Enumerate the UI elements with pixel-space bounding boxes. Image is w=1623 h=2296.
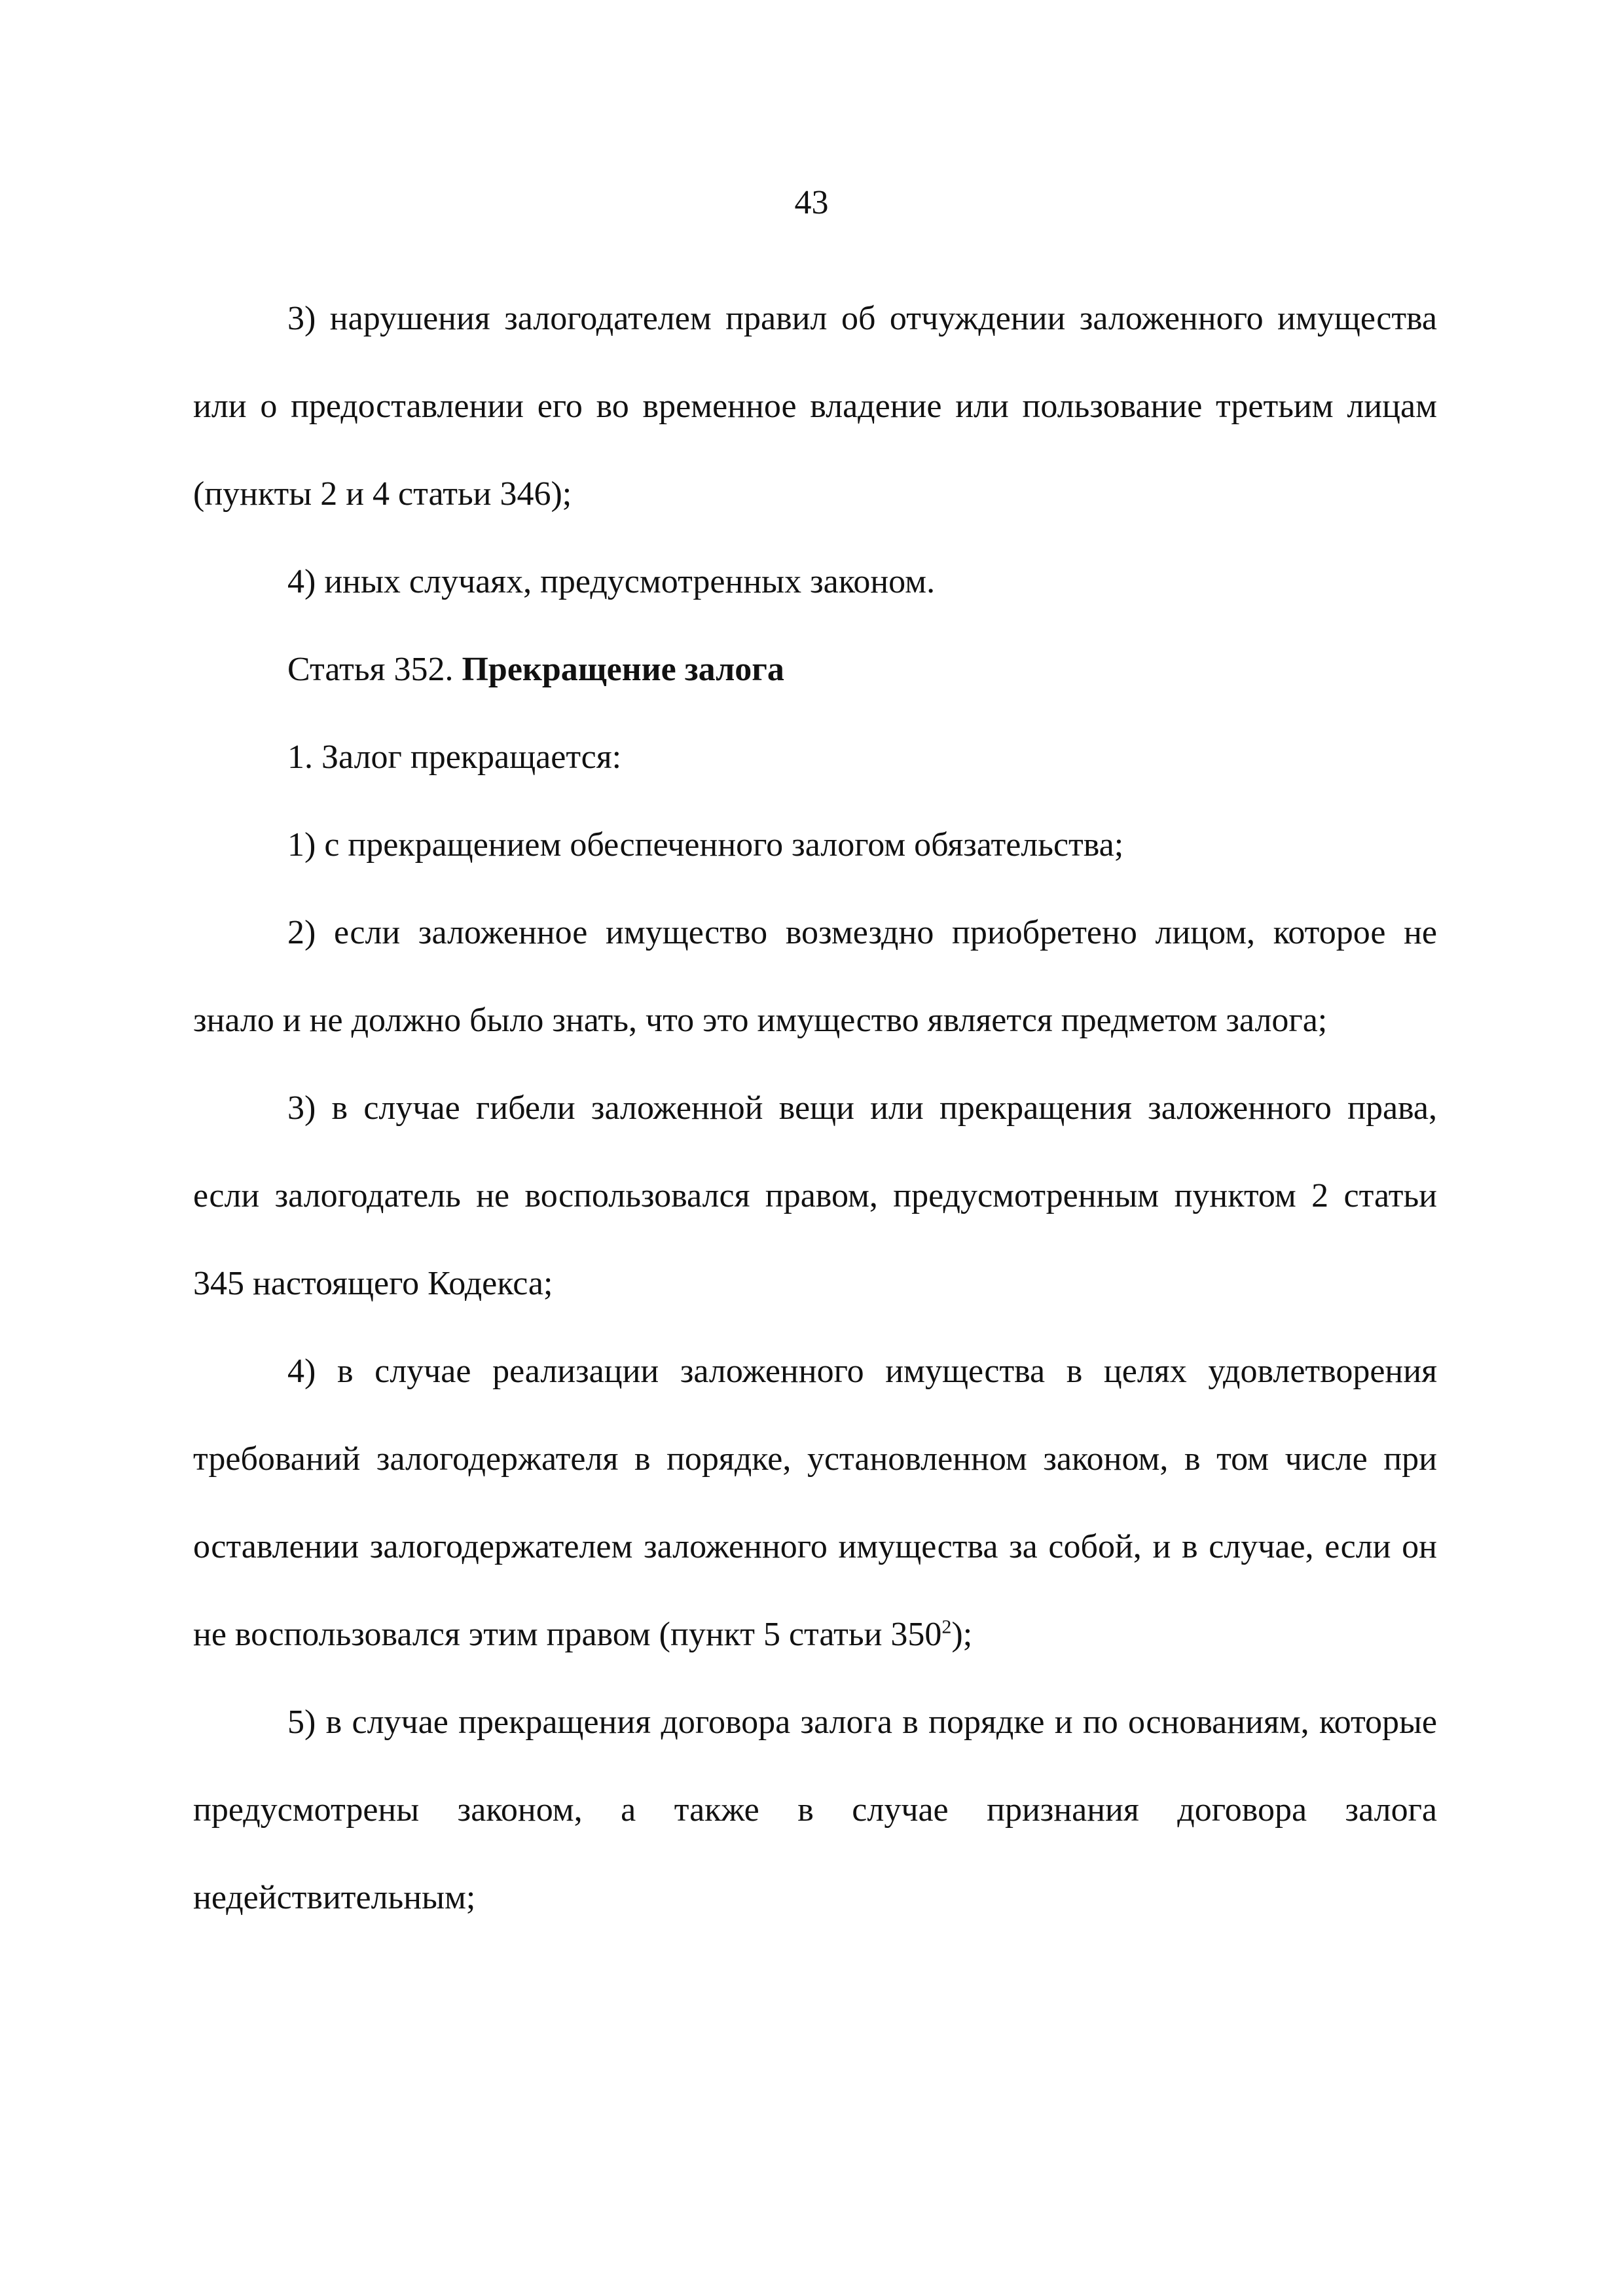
paragraph-subitem-3: 3) в случае гибели заложенной вещи или прекращения заложенного права, если залогодатель не воспользовался правом, предусмотренным пунктом 2 статьи 345 настоящего Кодекса; [193,1089,1437,1302]
subitem-4-tail: ); [951,1616,973,1653]
paragraph-clause-4-other-cases: 4) иных случаях, предусмотренных законом. [287,563,936,600]
paragraph-clause-3-violation: 3) нарушения залогодателем правил об отчуждении заложенного имущества или о предоставлении его во временное владение или пользование третьим лицам (пункты 2 и 4 статьи 346); [193,300,1437,513]
document-body [193,275,1437,1942]
paragraph-subitem-5: 5) в случае прекращения договора залога в порядке и по основаниям, которые предусмотрены законом, а также в случае признания договора залога недействительным; [193,1704,1437,1916]
paragraph-item-1-intro: 1. Залог прекращается: [287,738,622,776]
paragraph-subitem-2: 2) если заложенное имущество возмездно приобретено лицом, которое не знало и не должно было знать, что это имущество является предметом залога; [193,914,1437,1039]
paragraph-subitem-1: 1) с прекращением обеспеченного залогом обязательства; [287,826,1124,864]
article-title: Прекращение залога [462,651,784,688]
article-heading [193,626,1437,714]
paragraph-subitem-4 [193,1328,1437,1679]
subitem-4-text: 4) в случае реализации заложенного имущества в целях удовлетворения требований залогодержателя в порядке, установленном законом, в том числе при оставлении залогодержателем заложенного имущества за собой, и в случае, если он не воспользовался этим правом (пункт 5 статьи 350 [193,1353,1437,1653]
subitem-4-superscript: 2 [941,1616,952,1638]
page-number: 43 [794,184,829,221]
article-number: Статья 352. [287,651,454,688]
